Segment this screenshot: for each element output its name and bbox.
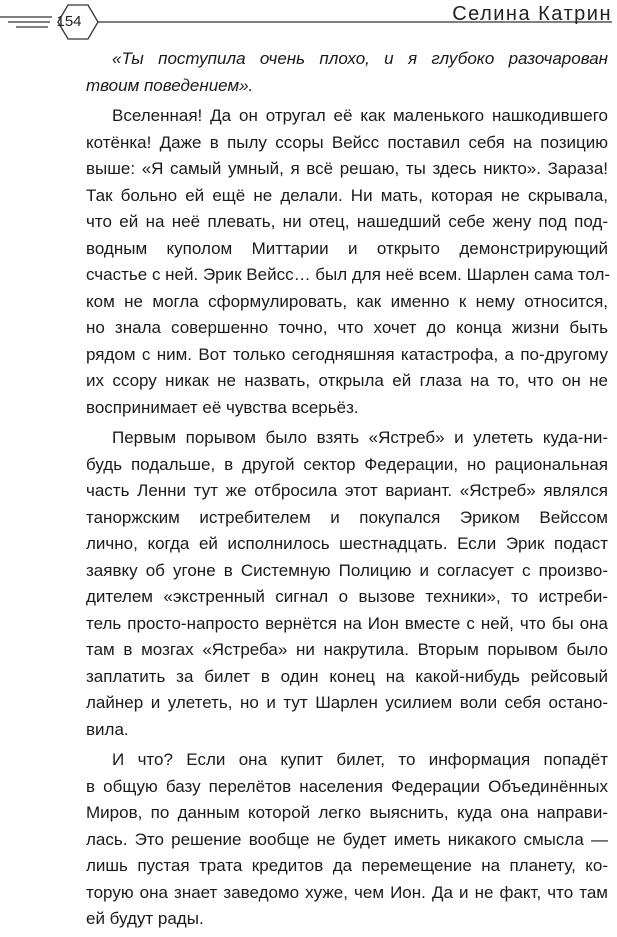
text-line: рядом с ним. Вот только сегодняшняя катастрофа, а по-другому <box>86 344 608 364</box>
text-line: Вселенная! Да он отругал её как маленького нашкодившего <box>112 106 608 125</box>
running-title: Селина Катрин <box>452 3 612 25</box>
text-line: И что? Если она купит билет, то информация попадёт <box>112 750 608 769</box>
text-line: дителем «экстренный сигнал о вызове техники», то истреби- <box>86 587 608 606</box>
text-line: что ей на неё плевать, ни отец, нашедший себе жену под под- <box>86 212 608 231</box>
text-line: Первым порывом было взять «Ястреб» и улететь куда-ни- <box>112 428 608 447</box>
text-line: в общую базу перелётов населения Федерации Объединённых <box>86 776 608 796</box>
text-line: будь подальше, в другой сектор Федерации, но рациональная <box>86 454 608 474</box>
text-line: вила. <box>86 719 129 739</box>
text-line: лично, когда ей исполнилось шестнадцать. Если Эрик подаст <box>86 534 608 553</box>
text-line: лайнер и улететь, но и тут Шарлен усилием воли себя остано- <box>86 693 608 712</box>
page-header <box>0 0 617 48</box>
text-line: Так больно ей ещё не делали. Ни мать, которая не скрывала, <box>86 185 608 205</box>
epigraph-paragraph <box>86 46 608 99</box>
text-line: котёнка! Даже в пылу ссоры Вейсс поставил себя на позицию <box>86 132 608 152</box>
text-line: лась. Это решение вообще не будет иметь никакого смысла — <box>86 829 608 849</box>
text-line: часть Ленни тут же отбросила этот вариант. «Ястреб» являлся <box>86 481 608 500</box>
page-number: 154 <box>56 13 82 30</box>
text-line: там в мозгах «Ястреба» ни накрутила. Вторым порывом было <box>86 640 608 659</box>
text-line: торую она знает заведомо хуже, чем Ион. Да и не факт, что там <box>86 882 608 902</box>
text-line: счастье с ней. Эрик Вейсс… был для неё всем. Шарлен сама тол- <box>86 265 611 284</box>
text-line: водным куполом Миттарии и открыто демонстрирующий <box>86 238 608 258</box>
text-line: Миров, по данным которой легко выяснить, куда она направи- <box>86 803 608 822</box>
body-paragraph <box>86 103 611 421</box>
text-line: но знала совершенно точно, что хочет до конца жизни быть <box>86 318 608 337</box>
body-text <box>86 46 611 937</box>
text-line: «Ты поступила очень плохо, и я глубоко разочарован <box>112 49 608 68</box>
text-line: ком не могла сформулировать, как именно к нему относится, <box>86 291 608 311</box>
text-line: заявку об угоне в Системную Полицию и согласует с произво- <box>86 560 608 580</box>
text-line: ей будут рады. <box>86 909 204 928</box>
text-line: заплатить за билет в один конец на какой-нибудь рейсовый <box>86 666 608 686</box>
body-paragraph <box>86 425 608 743</box>
text-line: тель просто-напросто вернётся на Ион вместе с ней, что бы она <box>86 613 608 633</box>
text-line: воспринимает её чувства всерьёз. <box>86 397 359 417</box>
text-line: твоим поведением». <box>86 75 254 95</box>
text-line: лишь пустая трата кредитов да перемещение на планету, ко- <box>86 856 608 875</box>
text-line: таноржским истребителем и покупался Эриком Вейссом <box>86 507 608 527</box>
body-paragraph <box>86 747 608 933</box>
text-line: выше: «Я самый умный, я всё решаю, ты здесь никто». Зараза! <box>86 159 608 178</box>
text-line: их ссору никак не назвать, открыла ей глаза на то, что он не <box>86 371 608 390</box>
